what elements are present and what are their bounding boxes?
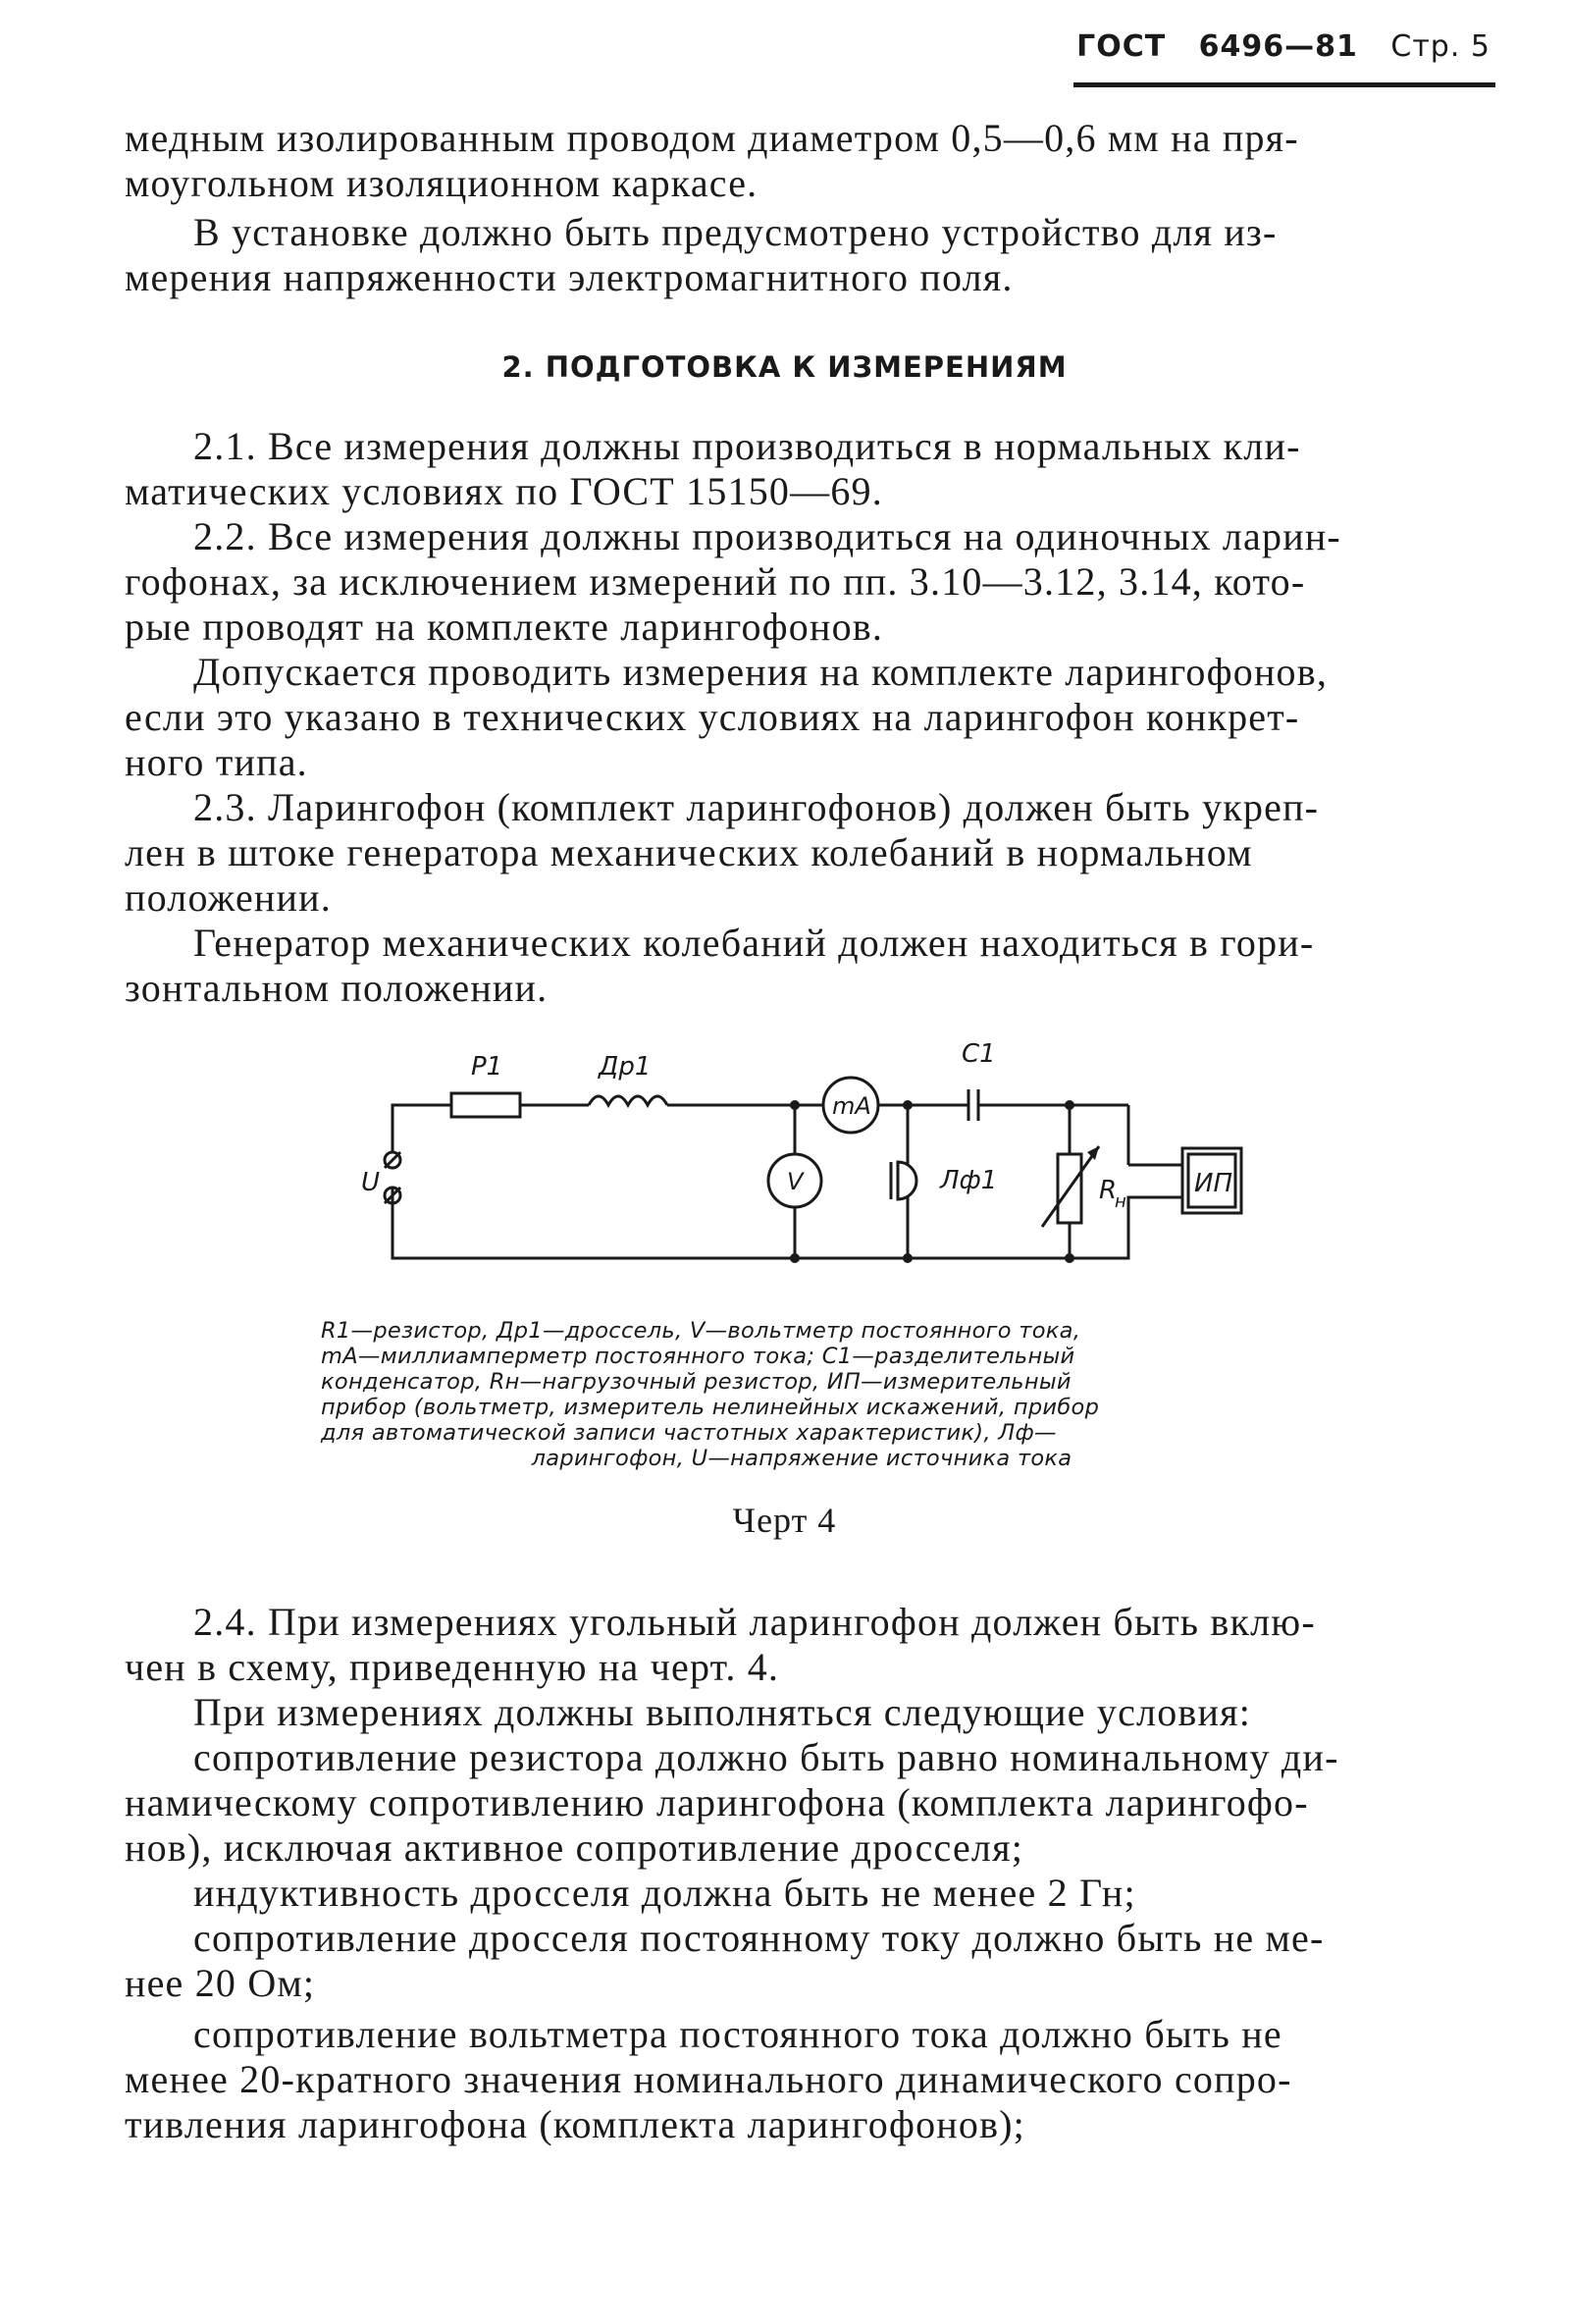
section-paragraphs	[125, 424, 1493, 1011]
text-line: чен в схему, приведенную на черт. 4.	[125, 1645, 780, 1689]
text-line: нее 20 Ом;	[125, 1961, 316, 2005]
caption-line: конденсатор, Rн—нагрузочный резистор, ИП—измерительный	[321, 1369, 1072, 1395]
intro-paragraphs	[125, 116, 1493, 300]
text-line: гофонах, за исключением измерений по пп. 3.10—3.12, 3.14, кото-	[125, 559, 1306, 604]
resistor-r1	[451, 1093, 520, 1117]
text-line: положении.	[125, 875, 332, 920]
text-line: рые проводят на комплекте ларингофонов.	[125, 605, 884, 649]
label-lf1: Лф1	[940, 1166, 998, 1195]
junction-dot	[903, 1100, 913, 1110]
caption-line: mA—миллиамперметр постоянного тока; С1—разделительный	[321, 1344, 1075, 1369]
caption-line: ларингофон, U—напряжение источника тока	[531, 1446, 1072, 1471]
text-line: если это указано в технических условиях на ларингофон конкрет-	[125, 695, 1300, 739]
inductor-dr1	[589, 1096, 667, 1105]
text-line: сопротивление резистора должно быть равно номинальному ди-	[193, 1735, 1339, 1779]
text-line: матических условиях по ГОСТ 15150—69.	[125, 469, 883, 513]
text-line: 2.3. Ларингофон (комплект ларингофонов) должен быть укреп-	[193, 785, 1320, 829]
label-rn: R	[1099, 1176, 1118, 1205]
label-rn-sub: н	[1115, 1191, 1126, 1212]
text-line: лен в штоке генератора механических колебаний в нормальном	[125, 830, 1253, 874]
caption-line: для автоматической записи частотных характеристик), Лф—	[321, 1420, 1057, 1446]
text-line: менее 20-кратного значения номинального динамического сопро-	[125, 2057, 1292, 2101]
text-line: сопротивление дросселя постоянному току должно быть не ме-	[193, 1916, 1325, 1960]
label-c1: С1	[962, 1039, 996, 1069]
caption-line: R1—резистор, Др1—дроссель, V—вольтметр постоянного тока,	[321, 1318, 1081, 1344]
junction-dot	[790, 1253, 800, 1263]
junction-dot	[1065, 1100, 1074, 1110]
header-number: 6496—81	[1198, 29, 1358, 64]
label-dr1: Др1	[599, 1052, 652, 1082]
section-title: 2. ПОДГОТОВКА К ИЗМЕРЕНИЯМ	[501, 350, 1068, 384]
caption-line: прибор (вольтметр, измеритель нелинейных искажений, прибор	[321, 1395, 1100, 1420]
header-rule	[1073, 82, 1495, 87]
header-page: Стр. 5	[1390, 29, 1491, 64]
text-line: мерения напряженности электромагнитного поля.	[125, 255, 1014, 299]
junction-dot	[1065, 1253, 1074, 1263]
text-line: тивления ларингофона (комплекта ларингофонов);	[125, 2102, 1025, 2146]
junction-dot	[790, 1100, 800, 1110]
laryngophone-lf1	[898, 1162, 916, 1199]
text-line: медным изолированным проводом диаметром 0,5—0,6 мм на пря-	[125, 116, 1299, 160]
text-line: 2.2. Все измерения должны производиться на одиночных ларин-	[193, 514, 1341, 558]
page-header	[1076, 29, 1491, 64]
text-line: В установке должно быть предусмотрено устройство для из-	[193, 210, 1278, 254]
text-line: намическому сопротивлению ларингофона (комплекта ларингофо-	[125, 1780, 1309, 1824]
text-line: Генератор механических колебаний должен находиться в гори-	[193, 921, 1315, 965]
text-line: При измерениях должны выполняться следующие условия:	[193, 1690, 1252, 1734]
label-u: U	[361, 1168, 381, 1197]
text-line: сопротивление вольтметра постоянного тока должно быть не	[193, 2012, 1282, 2056]
figure-number: Черт 4	[732, 1501, 837, 1540]
text-line: индуктивность дросселя должна быть не менее 2 Гн;	[193, 1871, 1136, 1915]
figure-caption	[321, 1318, 1282, 1471]
text-line: нов), исключая активное сопротивление дросселя;	[125, 1825, 1024, 1870]
header-gost: ГОСТ	[1076, 29, 1167, 64]
label-v: V	[787, 1168, 804, 1195]
after-paragraphs	[125, 1600, 1493, 2147]
text-line: ного типа.	[125, 740, 308, 784]
label-ma: mA	[832, 1092, 871, 1120]
label-r1: Р1	[471, 1052, 503, 1082]
resistor-rn-arrow	[1042, 1146, 1099, 1227]
text-line: моугольном изоляционном каркасе.	[125, 161, 758, 205]
text-line: 2.4. При измерениях угольный ларингофон должен быть вклю-	[193, 1600, 1316, 1644]
text-line: 2.1. Все измерения должны производиться в нормальных кли-	[193, 424, 1301, 468]
text-line: зонтальном положении.	[125, 966, 549, 1010]
junction-dot	[903, 1253, 913, 1263]
wire-top-left	[392, 1105, 451, 1151]
text-line: Допускается проводить измерения на комплекте ларингофонов,	[193, 650, 1329, 694]
label-ip: ИП	[1194, 1169, 1232, 1198]
circuit-diagram	[324, 1030, 1285, 1315]
